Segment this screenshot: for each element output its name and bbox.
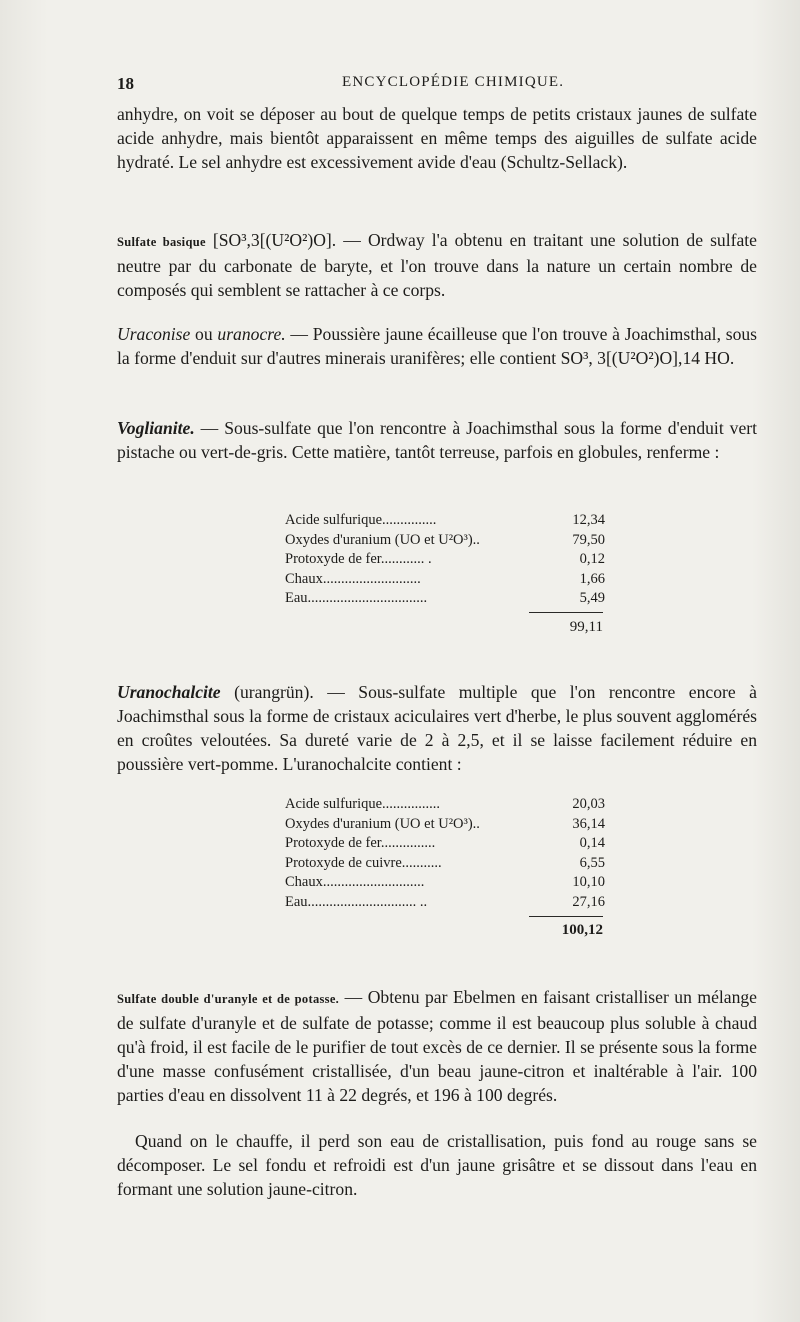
table-row xyxy=(285,815,605,835)
mineral-name: Voglianite. xyxy=(117,418,195,438)
mineral-name: Uraconise xyxy=(117,324,191,344)
table-row xyxy=(285,570,605,590)
table-total: 99,11 xyxy=(569,619,603,635)
paragraph-text: anhydre, on voit se déposer au bout de quelque temps de petits cristaux jaunes de sulfate acide anhydre, mais bientôt apparaissent en même temps des aiguilles de sulfate acide hydraté. Le sel anhydre est excessivement avide d'eau (Schultz-Sellack). xyxy=(117,104,757,172)
component-value: 1,66 xyxy=(579,570,605,587)
paragraph-basic-sulfate xyxy=(117,228,757,302)
component-label: Protoxyde de fer............... xyxy=(285,835,436,851)
component-value: 10,10 xyxy=(572,874,605,890)
table-row xyxy=(285,834,605,854)
component-label: Chaux........................... xyxy=(285,570,421,587)
paragraph-text: — Poussière jaune écailleuse que l'on trouve à Joachimsthal, sous la forme d'enduit sur d'autres minerais uranifères; elle contient SO³, 3[(U²O²)O],14 HO. xyxy=(117,324,758,368)
component-label: Eau.............................. .. xyxy=(285,893,428,910)
section-heading: Sulfate double d'uranyle et de potasse. xyxy=(117,992,340,1006)
paragraph-anhydrous xyxy=(117,102,757,174)
table-row xyxy=(285,589,605,609)
component-value: 12,34 xyxy=(572,512,605,528)
paragraph-text: — Sous-sulfate que l'on rencontre à Joachimsthal sous la forme d'enduit vert pistache ou vert-de-gris. Cette matière, tantôt terreuse, parfois en globules, renferme : xyxy=(117,418,757,462)
table-total: 100,12 xyxy=(561,922,603,938)
component-label: Oxydes d'uranium (UO et U²O³).. xyxy=(285,531,480,548)
paragraph-text: (urangrün). — Sous-sulfate multiple que l'on rencontre encore à Joachimsthal sous la forme de cristaux aciculaires vert d'herbe, le plus souvent agglomérés en croûtes veloutées. Sa dureté varie de 2 à 2,5, et il se laisse facilement réduire en poussière vert-pomme. L'uranochalcite contient : xyxy=(117,682,757,774)
table-row xyxy=(285,854,605,874)
chemical-formula: [SO³,3[(U²O²)O]. xyxy=(212,230,337,250)
paragraph-heating xyxy=(117,1129,757,1201)
paragraph-text: — Obtenu par Ebelmen en faisant cristalliser un mélange de sulfate d'uranyle et de sulfate de potasse; comme il est beaucoup plus soluble à chaud qu'à froid, il est facile de le purifier de tout excès de ce dernier. Il se présente sous la forme d'une masse confusément cristallisée, d'un beau jaune-citron et inaltérable à l'air. 100 parties d'eau en dissolvent 11 à 22 degrés, et 196 à 100 degrés. xyxy=(117,987,757,1105)
mineral-name-alt: uranocre. xyxy=(217,324,286,344)
component-value: 79,50 xyxy=(572,531,605,548)
running-title: ENCYCLOPÉDIE CHIMIQUE. xyxy=(342,74,565,90)
component-value: 0,14 xyxy=(579,835,605,851)
composition-table-voglianite xyxy=(285,511,605,609)
mineral-name: Uranochalcite xyxy=(117,682,221,702)
paragraph-text: — Ordway l'a obtenu en traitant une solution de sulfate neutre par du carbonate de baryte, et l'on trouve dans la nature un certain nombre de composés qui semblent se rattacher à ce corps. xyxy=(117,230,757,300)
paragraph-uranochalcite xyxy=(117,680,757,776)
component-label: Acide sulfurique................ xyxy=(285,796,441,812)
paragraph-text: Quand on le chauffe, il perd son eau de cristallisation, puis fond au rouge sans se décomposer. Le sel fondu et refroidi est d'un jaune grisâtre et se dissout dans l'eau en formant une solution jaune-citron. xyxy=(117,1131,757,1199)
paragraph-voglianite xyxy=(117,416,757,464)
page-header xyxy=(117,74,757,98)
paragraph-double-sulfate xyxy=(117,985,757,1107)
sum-rule xyxy=(529,612,603,613)
component-label: Oxydes d'uranium (UO et U²O³).. xyxy=(285,815,480,832)
component-label: Chaux............................ xyxy=(285,874,425,890)
component-label: Eau................................. xyxy=(285,590,428,606)
component-value: 5,49 xyxy=(579,590,605,606)
component-label: Protoxyde de fer............ . xyxy=(285,551,432,567)
connector-text: ou xyxy=(190,324,218,344)
page-number: 18 xyxy=(117,74,134,93)
component-value: 0,12 xyxy=(579,551,605,567)
component-label: Acide sulfurique............... xyxy=(285,512,437,528)
composition-table-uranochalcite xyxy=(285,795,605,912)
component-value: 27,16 xyxy=(572,893,605,910)
table-row xyxy=(285,873,605,893)
component-label: Protoxyde de cuivre........... xyxy=(285,854,442,871)
component-value: 6,55 xyxy=(579,854,605,871)
component-value: 36,14 xyxy=(572,815,605,832)
table-row xyxy=(285,511,605,531)
table-row xyxy=(285,795,605,815)
table-row xyxy=(285,531,605,551)
paragraph-uraconise xyxy=(117,322,757,370)
section-heading: Sulfate basique xyxy=(117,235,206,249)
component-value: 20,03 xyxy=(572,796,605,812)
table-row xyxy=(285,550,605,570)
sum-rule xyxy=(529,916,603,917)
table-row xyxy=(285,893,605,913)
